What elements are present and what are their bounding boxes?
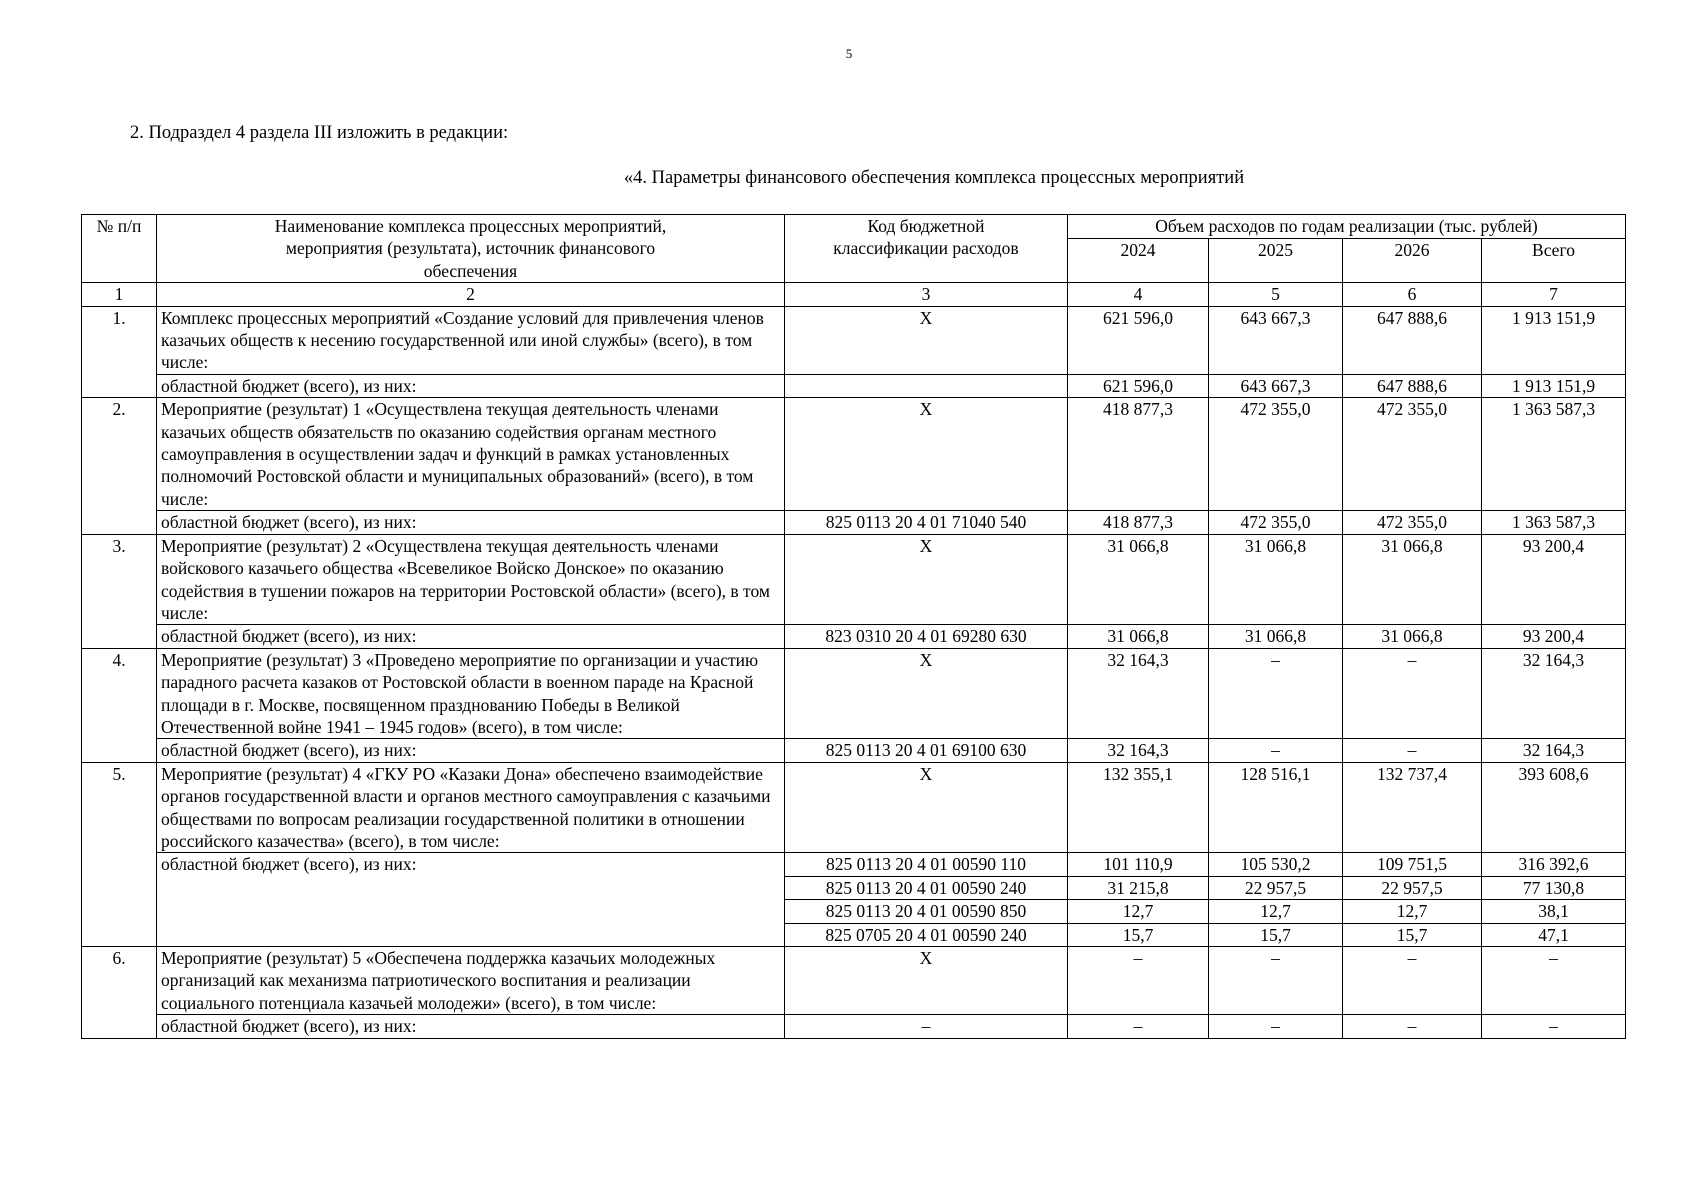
budget-code: 825 0113 20 4 01 00590 850 [785, 900, 1068, 923]
column-number: 2 [157, 283, 785, 306]
budget-value-2025: – [1209, 1015, 1343, 1038]
budget-value-total: – [1482, 1015, 1626, 1038]
row-value-2026: – [1343, 947, 1482, 1015]
budget-row [82, 374, 1626, 397]
header-name: Наименование комплекса процессных мероприятий, мероприятия (результата), источник финансового обеспечения [157, 215, 785, 283]
budget-value-2024: 31 066,8 [1068, 625, 1209, 648]
budget-value-total: 1 363 587,3 [1482, 511, 1626, 534]
budget-row [82, 511, 1626, 534]
budget-value-2025: 15,7 [1209, 923, 1343, 946]
row-number: 3. [82, 534, 157, 648]
row-value-2025: 31 066,8 [1209, 534, 1343, 625]
table-row [82, 947, 1626, 1015]
row-name: Мероприятие (результат) 3 «Проведено мероприятие по организации и участию парадного расчета казаков от Ростовской области в военном параде на Красной площади в г. Москве, посвященном празднованию Победы в Великой Отечественной войне 1941 – 1945 годов» (всего), в том числе: [157, 648, 785, 739]
header-year-2025: 2025 [1209, 239, 1343, 283]
row-value-total: 1 913 151,9 [1482, 306, 1626, 374]
row-name: Мероприятие (результат) 2 «Осуществлена текущая деятельность членами войскового казачьего общества «Всевеликое Войско Донское» по оказанию содействия в тушении пожаров на территории Ростовской области» (всего), в том числе: [157, 534, 785, 625]
row-code: X [785, 947, 1068, 1015]
header-total: Всего [1482, 239, 1626, 283]
table-title: «4. Параметры финансового обеспечения комплекса процессных мероприятий [623, 168, 1245, 188]
column-number: 7 [1482, 283, 1626, 306]
table-body [82, 215, 1626, 1039]
budget-value-total: 47,1 [1482, 923, 1626, 946]
header-code: Код бюджетной классификации расходов [785, 215, 1068, 283]
budget-label: областной бюджет (всего), из них: [157, 511, 785, 534]
header-year-2026: 2026 [1343, 239, 1482, 283]
row-name: Мероприятие (результат) 5 «Обеспечена поддержка казачьих молодежных организаций как механизма патриотического воспитания и реализации социального потенциала казачьей молодежи» (всего), в том числе: [157, 947, 785, 1015]
budget-row [82, 625, 1626, 648]
budget-value-2025: 12,7 [1209, 900, 1343, 923]
budget-value-total: 93 200,4 [1482, 625, 1626, 648]
header-volume: Объем расходов по годам реализации (тыс. рублей) [1068, 215, 1626, 239]
budget-code: 825 0113 20 4 01 69100 630 [785, 739, 1068, 762]
row-value-2024: – [1068, 947, 1209, 1015]
budget-code: 825 0705 20 4 01 00590 240 [785, 923, 1068, 946]
budget-value-total: 316 392,6 [1482, 853, 1626, 876]
row-value-2024: 31 066,8 [1068, 534, 1209, 625]
budget-value-2026: 647 888,6 [1343, 374, 1482, 397]
table-row [82, 306, 1626, 374]
budget-code: 825 0113 20 4 01 00590 110 [785, 853, 1068, 876]
row-value-2025: 128 516,1 [1209, 762, 1343, 853]
column-number: 3 [785, 283, 1068, 306]
budget-value-2026: – [1343, 1015, 1482, 1038]
budget-value-2024: 621 596,0 [1068, 374, 1209, 397]
budget-label: областной бюджет (всего), из них: [157, 853, 785, 947]
row-value-2024: 621 596,0 [1068, 306, 1209, 374]
budget-value-2024: 101 110,9 [1068, 853, 1209, 876]
row-value-2026: 31 066,8 [1343, 534, 1482, 625]
budget-value-2026: 31 066,8 [1343, 625, 1482, 648]
header-num: № п/п [82, 215, 157, 283]
budget-value-2024: 418 877,3 [1068, 511, 1209, 534]
budget-row [82, 739, 1626, 762]
budget-label: областной бюджет (всего), из них: [157, 739, 785, 762]
row-number: 5. [82, 762, 157, 946]
budget-code [785, 374, 1068, 397]
row-value-2026: – [1343, 648, 1482, 739]
budget-value-2024: 15,7 [1068, 923, 1209, 946]
row-number: 6. [82, 947, 157, 1039]
budget-value-2026: 22 957,5 [1343, 876, 1482, 899]
budget-value-2025: 31 066,8 [1209, 625, 1343, 648]
row-name: Мероприятие (результат) 1 «Осуществлена текущая деятельность членами казачьих обществ обязательств по оказанию содействия органам местного самоуправления в осуществлении задач и функций в рамках установленных полномочий Ростовской области и муниципальных образований» (всего), в том числе: [157, 398, 785, 511]
row-number: 1. [82, 306, 157, 398]
row-number: 4. [82, 648, 157, 762]
budget-value-2024: 32 164,3 [1068, 739, 1209, 762]
budget-value-2025: 472 355,0 [1209, 511, 1343, 534]
budget-value-total: 77 130,8 [1482, 876, 1626, 899]
row-number: 2. [82, 398, 157, 534]
budget-value-2026: 472 355,0 [1343, 511, 1482, 534]
row-code: X [785, 762, 1068, 853]
budget-value-2026: – [1343, 739, 1482, 762]
table-title-wrapper [0, 168, 1698, 189]
row-value-2025: 472 355,0 [1209, 398, 1343, 511]
budget-value-2024: 31 215,8 [1068, 876, 1209, 899]
header-row [82, 215, 1626, 239]
row-code: X [785, 306, 1068, 374]
budget-value-total: 38,1 [1482, 900, 1626, 923]
budget-value-2025: – [1209, 739, 1343, 762]
row-value-2025: – [1209, 648, 1343, 739]
row-value-2026: 472 355,0 [1343, 398, 1482, 511]
table-row [82, 648, 1626, 739]
budget-label: областной бюджет (всего), из них: [157, 1015, 785, 1038]
row-value-2025: – [1209, 947, 1343, 1015]
row-value-2025: 643 667,3 [1209, 306, 1343, 374]
header-year-2024: 2024 [1068, 239, 1209, 283]
table-row [82, 534, 1626, 625]
budget-label: областной бюджет (всего), из них: [157, 374, 785, 397]
budget-value-2026: 15,7 [1343, 923, 1482, 946]
row-value-total: 93 200,4 [1482, 534, 1626, 625]
row-value-2026: 647 888,6 [1343, 306, 1482, 374]
budget-code: – [785, 1015, 1068, 1038]
budget-value-total: 32 164,3 [1482, 739, 1626, 762]
row-code: X [785, 398, 1068, 511]
budget-value-2025: 105 530,2 [1209, 853, 1343, 876]
intro-paragraph: 2. Подраздел 4 раздела III изложить в редакции: [130, 123, 509, 143]
row-code: X [785, 648, 1068, 739]
budget-value-2026: 109 751,5 [1343, 853, 1482, 876]
budget-value-2025: 22 957,5 [1209, 876, 1343, 899]
row-code: X [785, 534, 1068, 625]
row-value-2024: 32 164,3 [1068, 648, 1209, 739]
budget-value-2024: 12,7 [1068, 900, 1209, 923]
budget-code: 825 0113 20 4 01 00590 240 [785, 876, 1068, 899]
row-value-total: – [1482, 947, 1626, 1015]
column-number: 5 [1209, 283, 1343, 306]
table-row [82, 398, 1626, 511]
column-numbers-row [82, 283, 1626, 306]
budget-row [82, 853, 1626, 876]
page-number: 5 [845, 46, 853, 61]
row-name: Мероприятие (результат) 4 «ГКУ РО «Казаки Дона» обеспечено взаимодействие органов государственной власти и органов местного самоуправления с казачьими обществами по вопросам реализации государственной политики в отношении российского казачества» (всего), в том числе: [157, 762, 785, 853]
budget-value-total: 1 913 151,9 [1482, 374, 1626, 397]
column-number: 1 [82, 283, 157, 306]
row-value-2024: 418 877,3 [1068, 398, 1209, 511]
row-value-total: 393 608,6 [1482, 762, 1626, 853]
column-number: 4 [1068, 283, 1209, 306]
row-value-total: 1 363 587,3 [1482, 398, 1626, 511]
budget-code: 823 0310 20 4 01 69280 630 [785, 625, 1068, 648]
row-value-2026: 132 737,4 [1343, 762, 1482, 853]
budget-code: 825 0113 20 4 01 71040 540 [785, 511, 1068, 534]
budget-value-2025: 643 667,3 [1209, 374, 1343, 397]
budget-row [82, 1015, 1626, 1038]
budget-label: областной бюджет (всего), из них: [157, 625, 785, 648]
table-row [82, 762, 1626, 853]
column-number: 6 [1343, 283, 1482, 306]
budget-value-2026: 12,7 [1343, 900, 1482, 923]
budget-value-2024: – [1068, 1015, 1209, 1038]
row-name: Комплекс процессных мероприятий «Создание условий для привлечения членов казачьих обществ к несению государственной или иной службы» (всего), в том числе: [157, 306, 785, 374]
financing-table [81, 214, 1626, 1039]
row-value-2024: 132 355,1 [1068, 762, 1209, 853]
row-value-total: 32 164,3 [1482, 648, 1626, 739]
